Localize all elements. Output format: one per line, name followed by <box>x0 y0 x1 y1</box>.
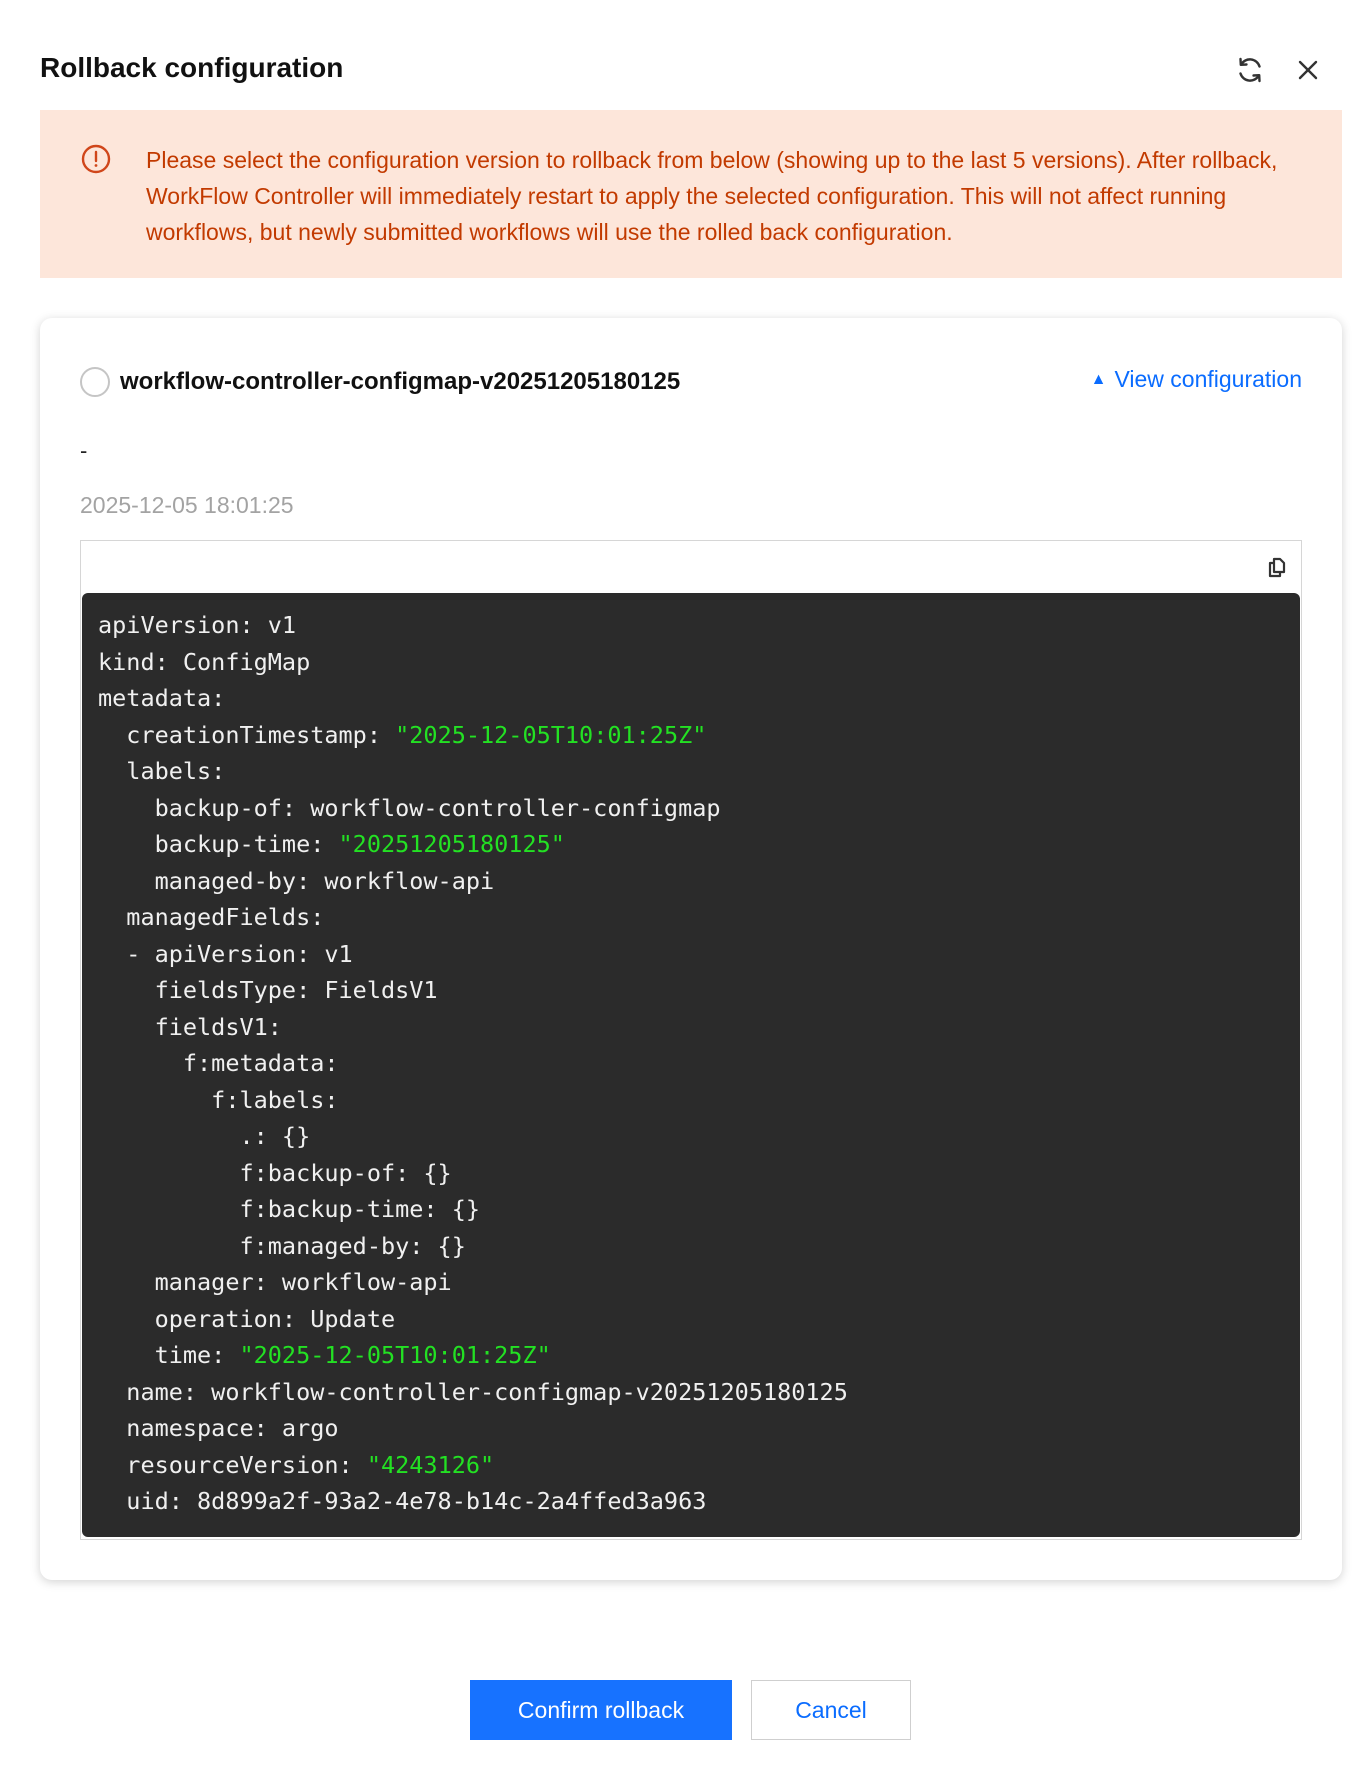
code-text: managedFields: <box>98 903 325 931</box>
code-line <box>98 607 1284 644</box>
code-line <box>98 1264 1284 1301</box>
code-line <box>98 1082 1284 1119</box>
copy-button[interactable] <box>1263 553 1291 581</box>
code-text: .: {} <box>98 1122 311 1150</box>
close-icon <box>1296 58 1320 82</box>
code-text: fieldsV1: <box>98 1012 282 1041</box>
code-line <box>98 1155 1284 1192</box>
code-text: name: workflow-controller-configmap-v20251205180125 <box>98 1377 848 1406</box>
code-text: apiVersion: v1 <box>98 611 297 639</box>
code-line <box>98 899 1284 936</box>
code-string: "2025-12-05T10:01:25Z" <box>239 1341 551 1369</box>
code-line <box>98 753 1284 790</box>
code-string: "20251205180125" <box>338 830 565 858</box>
code-text: kind: ConfigMap <box>98 647 311 676</box>
code-text: backup-of: workflow-controller-configmap <box>98 793 721 822</box>
code-line <box>98 1301 1284 1338</box>
alert-message: Please select the configuration version to rollback from below (showing up to the last 5 versions). After rollback, WorkFlow Controller will immediately restart to apply the selected configuration. This will not affect running workflows, but newly submitted workflows will use the rolled back configuration. <box>146 147 1278 245</box>
code-line <box>98 972 1284 1009</box>
code-text: operation: Update <box>98 1304 396 1333</box>
code-text: f:backup-of: {} <box>98 1158 452 1187</box>
config-code-block <box>82 593 1300 1537</box>
code-line <box>98 644 1284 681</box>
warning-circle-icon <box>80 143 112 175</box>
code-toolbar <box>81 541 1301 593</box>
code-text: resourceVersion: <box>98 1450 367 1479</box>
code-text: - apiVersion: v1 <box>98 939 353 968</box>
version-timestamp: 2025-12-05 18:01:25 <box>80 492 294 518</box>
code-line <box>98 790 1284 827</box>
code-line <box>98 1337 1284 1374</box>
code-line <box>98 826 1284 863</box>
code-text: f:metadata: <box>98 1049 339 1077</box>
code-line <box>98 1228 1284 1265</box>
code-text: time: <box>98 1341 240 1369</box>
dialog-header <box>40 40 1330 100</box>
version-card <box>40 318 1342 1580</box>
code-line <box>98 1447 1284 1484</box>
code-text: metadata: <box>98 684 226 712</box>
code-text: fieldsType: FieldsV1 <box>98 976 438 1004</box>
close-button[interactable] <box>1286 48 1330 92</box>
code-line <box>98 1374 1284 1411</box>
code-line <box>98 1191 1284 1228</box>
config-viewer <box>80 540 1302 1540</box>
code-text: f:managed-by: {} <box>98 1231 466 1260</box>
code-text: f:backup-time: {} <box>98 1195 481 1223</box>
code-text: creationTimestamp: <box>98 720 396 749</box>
code-line <box>98 1045 1284 1082</box>
code-text: uid: 8d899a2f-93a2-4e78-b14c-2a4ffed3a963 <box>98 1487 707 1515</box>
code-text: f:labels: <box>98 1085 339 1114</box>
code-string: "2025-12-05T10:01:25Z" <box>395 720 707 749</box>
refresh-icon <box>1234 54 1266 86</box>
code-text: backup-time: <box>98 830 339 858</box>
code-line <box>98 863 1284 900</box>
code-text: managed-by: workflow-api <box>98 866 495 895</box>
warning-alert <box>40 110 1342 278</box>
version-radio[interactable] <box>80 367 110 397</box>
confirm-rollback-button[interactable]: Confirm rollback <box>470 1680 732 1740</box>
code-line <box>98 1009 1284 1046</box>
dialog-title: Rollback configuration <box>40 52 344 83</box>
code-string: "4243126" <box>366 1450 495 1479</box>
code-text: namespace: argo <box>98 1414 339 1442</box>
dialog-footer <box>0 1680 1370 1740</box>
version-name: workflow-controller-configmap-v20251205180125 <box>120 368 681 395</box>
code-line <box>98 1483 1284 1520</box>
code-text: manager: workflow-api <box>98 1268 452 1296</box>
refresh-button[interactable] <box>1228 48 1272 92</box>
cancel-button[interactable]: Cancel <box>751 1680 911 1740</box>
code-line <box>98 1118 1284 1155</box>
code-line <box>98 717 1284 754</box>
view-configuration-link[interactable] <box>1091 366 1302 393</box>
copy-icon <box>1266 556 1288 578</box>
code-line <box>98 936 1284 973</box>
caret-up-icon: ▲ <box>1090 370 1107 388</box>
code-line <box>98 1410 1284 1447</box>
code-text: labels: <box>98 757 226 785</box>
version-description: - <box>80 438 88 463</box>
code-line <box>98 680 1284 717</box>
view-configuration-label: View configuration <box>1114 366 1302 392</box>
